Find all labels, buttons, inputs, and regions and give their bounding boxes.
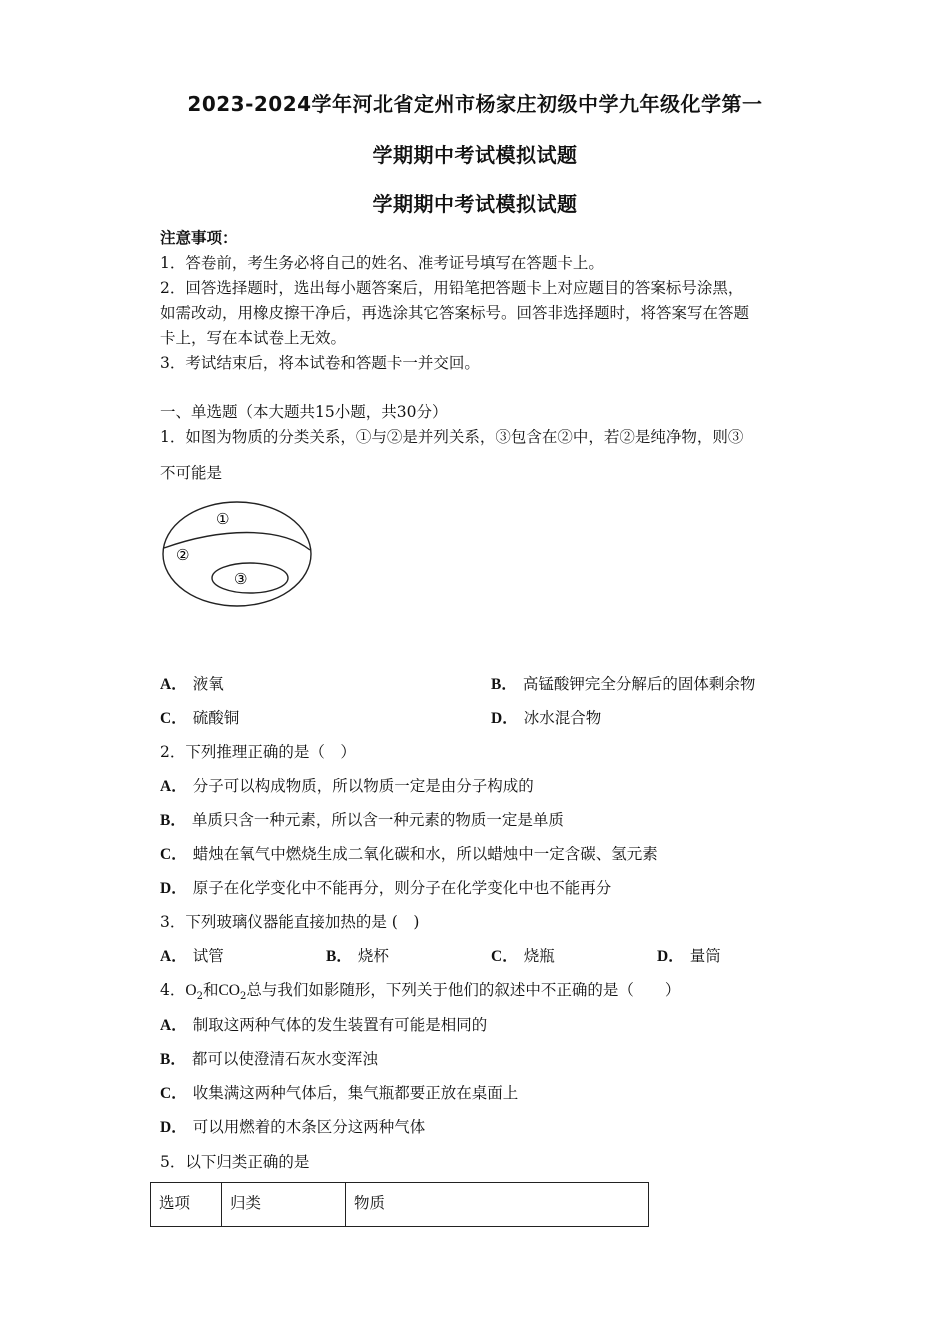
table-header-cell: 归类 bbox=[222, 1183, 346, 1227]
q2-stem: 2．下列推理正确的是（ ） bbox=[160, 743, 356, 761]
option-letter: D． bbox=[160, 880, 187, 897]
q3-option-a bbox=[160, 946, 224, 967]
option-text: 烧瓶 bbox=[523, 947, 555, 965]
q1-option-d bbox=[491, 708, 601, 729]
option-text: 冰水混合物 bbox=[523, 709, 602, 727]
q1-option-c bbox=[160, 708, 239, 729]
notice-item-2a: 2．回答选择题时，选出每小题答案后，用铅笔把答题卡上对应题目的答案标号涂黑， bbox=[160, 279, 744, 297]
q5-table bbox=[150, 1182, 649, 1227]
diagram-label-2: ② bbox=[176, 546, 190, 564]
title-line-1: 2023-2024学年河北省定州市杨家庄初级中学九年级化学第一 bbox=[187, 92, 763, 116]
option-text: 蜡烛在氧气中燃烧生成二氧化碳和水，所以蜡烛中一定含碳、氢元素 bbox=[192, 845, 658, 863]
option-text: 原子在化学变化中不能再分，则分子在化学变化中也不能再分 bbox=[192, 879, 612, 897]
option-text: 烧杯 bbox=[357, 947, 389, 965]
option-letter: C． bbox=[491, 948, 518, 965]
title-line-3: 学期期中考试模拟试题 bbox=[372, 192, 578, 216]
option-text: 单质只含一种元素，所以含一种元素的物质一定是单质 bbox=[191, 811, 564, 829]
table-header-row bbox=[151, 1183, 649, 1227]
o2-formula: O bbox=[185, 982, 197, 999]
option-text: 量筒 bbox=[689, 947, 721, 965]
option-letter: D． bbox=[657, 948, 684, 965]
notice-heading: 注意事项： bbox=[160, 228, 238, 247]
option-letter: A． bbox=[160, 778, 187, 795]
q2-option-b bbox=[160, 810, 564, 831]
title-line-2: 学期期中考试模拟试题 bbox=[372, 143, 578, 167]
option-text: 制取这两种气体的发生装置有可能是相同的 bbox=[192, 1016, 488, 1034]
table-header-cell: 选项 bbox=[151, 1183, 222, 1227]
option-text: 都可以使澄清石灰水变浑浊 bbox=[191, 1050, 378, 1068]
option-text: 分子可以构成物质，所以物质一定是由分子构成的 bbox=[192, 777, 534, 795]
q1-stem-b: 不可能是 bbox=[160, 464, 223, 482]
section-1-heading: 一、单选题（本大题共15小题，共30分） bbox=[160, 403, 448, 421]
option-letter: C． bbox=[160, 710, 187, 727]
diagram-label-1: ① bbox=[216, 510, 230, 528]
option-letter: A． bbox=[160, 1017, 187, 1034]
option-text: 收集满这两种气体后，集气瓶都要正放在桌面上 bbox=[192, 1084, 519, 1102]
option-letter: B． bbox=[160, 1051, 186, 1068]
q4-option-c bbox=[160, 1083, 518, 1104]
option-text: 液氧 bbox=[192, 675, 224, 693]
classification-diagram bbox=[160, 498, 320, 610]
option-letter: B． bbox=[491, 676, 517, 693]
option-text: 可以用燃着的木条区分这两种气体 bbox=[192, 1118, 426, 1136]
q2-option-a bbox=[160, 776, 534, 797]
co2-formula: CO bbox=[218, 982, 241, 999]
option-letter: C． bbox=[160, 1085, 187, 1102]
inner-ellipse bbox=[212, 563, 288, 593]
q4-option-a bbox=[160, 1015, 487, 1036]
option-letter: D． bbox=[491, 710, 518, 727]
o2-subscript: 2 bbox=[196, 991, 203, 1003]
notice-item-2b: 如需改动，用橡皮擦干净后，再选涂其它答案标号。回答非选择题时，将答案写在答题 bbox=[160, 304, 750, 322]
option-letter: A． bbox=[160, 676, 187, 693]
q4-stem bbox=[160, 980, 680, 1007]
co2-subscript: 2 bbox=[240, 991, 247, 1003]
notice-item-3: 3．考试结束后，将本试卷和答题卡一并交回。 bbox=[160, 354, 480, 372]
option-letter: B． bbox=[160, 812, 186, 829]
q3-option-d bbox=[657, 946, 721, 967]
option-letter: B． bbox=[326, 948, 352, 965]
option-letter: C． bbox=[160, 846, 187, 863]
diagram-label-3: ③ bbox=[234, 570, 248, 588]
q4-rest: 总与我们如影随形，下列关于他们的叙述中不正确的是（ ） bbox=[246, 981, 681, 999]
q2-option-d bbox=[160, 878, 611, 899]
q1-option-a bbox=[160, 674, 224, 695]
q3-stem: 3．下列玻璃仪器能直接加热的是 ( ) bbox=[160, 913, 420, 931]
option-letter: D． bbox=[160, 1119, 187, 1136]
q5-stem: 5．以下归类正确的是 bbox=[160, 1153, 310, 1171]
option-text: 高锰酸钾完全分解后的固体剩余物 bbox=[522, 675, 756, 693]
q4-option-b bbox=[160, 1049, 378, 1070]
q4-number: 4． bbox=[160, 981, 186, 999]
table-header-cell: 物质 bbox=[346, 1183, 649, 1227]
q1-option-b bbox=[491, 674, 755, 695]
notice-item-2c: 卡上，写在本试卷上无效。 bbox=[160, 329, 347, 347]
q1-stem-a: 1．如图为物质的分类关系，①与②是并列关系，③包含在②中，若②是纯净物，则③ bbox=[160, 428, 744, 446]
q3-option-c bbox=[491, 946, 555, 967]
q4-option-d bbox=[160, 1117, 425, 1138]
q2-option-c bbox=[160, 844, 658, 865]
q3-option-b bbox=[326, 946, 389, 967]
option-text: 硫酸铜 bbox=[192, 709, 240, 727]
option-text: 试管 bbox=[192, 947, 224, 965]
option-letter: A． bbox=[160, 948, 187, 965]
q4-and: 和 bbox=[202, 981, 219, 999]
notice-item-1: 1．答卷前，考生务必将自己的姓名、准考证号填写在答题卡上。 bbox=[160, 254, 604, 272]
